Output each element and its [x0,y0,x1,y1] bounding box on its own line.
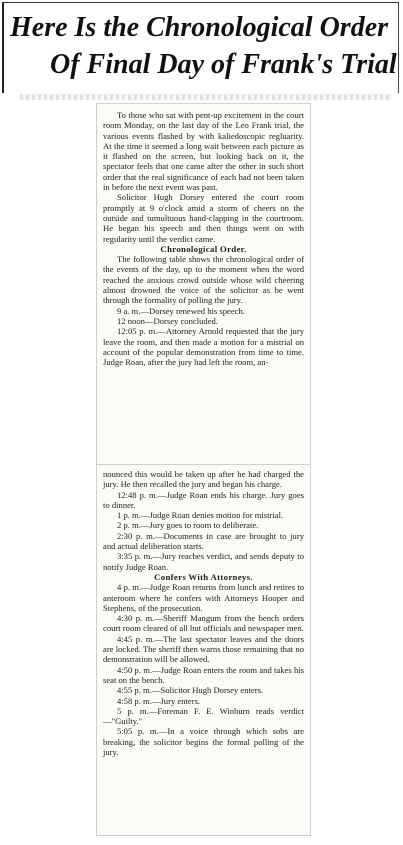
paragraph: 12:05 p. m.—Attorney Arnold requested that the jury leave the room, and then made a motion for a mistrial on account of the popular demonstration from time to time. Judge Roan, after the jury had left the room, an- [103,326,304,368]
paragraph: 5 p. m.—Foreman F. E. Winburn reads verdict—"Guilty." [103,705,304,727]
paragraph: 4:45 p. m.—The last spectator leaves and the doors are locked. The sheriff then warns those remaining that no demonstration will be allowed. [103,633,304,665]
paragraph: 4:50 p. m.—Judge Roan enters the room and takes his seat on the bench. [103,664,304,685]
paragraph: 2 p. m.—Jury goes to room to deliberate. [117,520,259,531]
paragraph: Solicitor Hugh Dorsey entered the court room promptly at 9 o'clock amid a storm of cheers on the outside and tumultuous hand-clapping in the courtroom. He began his speech and then things went on with regularity until the verdict came. [103,192,304,244]
paragraph: 1 p. m.—Judge Roan denies motion for mistrial. [117,510,284,521]
paragraph: 12:48 p. m.—Judge Roan ends his charge. Jury goes to dinner. [103,489,304,510]
headline-line-1: Here Is the Chronological Order [10,12,389,43]
paragraph: 4:58 p. m.—Jury enters. [117,695,201,706]
subhead-confers-with-attorneys: Confers With Attorneys. [154,571,253,582]
subhead-chronological-order: Chronological Order. [160,243,247,254]
paragraph: 3:35 p. m.—Jury reaches verdict, and sends deputy to notify Judge Roan. [103,551,304,572]
paragraph: 4:30 p. m.—Sheriff Mangum from the bench orders court room cleared of all but officials and newspaper men. [103,613,304,634]
headline-box [2,2,399,93]
paragraph: 12 noon—Dorsey concluded. [117,315,218,326]
column-1-text [103,110,304,367]
article-column-1 [97,104,310,465]
paragraph: 4 p. m.—Judge Roan returns from lunch and retires to anteroom where he confers with Attorneys Hooper and Stephens, of the prosecution. [103,582,304,613]
paragraph: The following table shows the chronological order of the events of the day, up to the moment when the word reached the anxious crowd outside whose wild cheering almost drowned the voice of the solicitor as he went through the formality of polling the jury. [103,254,304,306]
cropped-text-strip [20,94,392,100]
paragraph: To those who sat with pent-up excitement in the court room Monday, on the last day of the Leo Frank trial, the various events flashed by with kaliedoscopic regluarity. At the time it seemed a long wait between each picture as it flashed on the screen, but looking back on it, the spectator feels that one came after the other in such short order that the real significance of each had not been taken in before the next event was past. [103,110,304,193]
headline-line-2: Of Final Day of Frank's Trial [50,49,397,80]
paragraph: nounced this would be taken up after he had charged the jury. He then recalled the jury and began his charge. [103,469,304,490]
paragraph: 9 a. m.—Dorsey renewed his speech. [117,305,245,316]
paragraph: 4:55 p. m.—Solicitor Hugh Dorsey enters. [117,685,264,696]
paragraph: 5:05 p. m.—In a voice through which sobs are breaking, the solicitor begins the formal polling of the jury. [103,726,304,758]
article-column-2 [97,465,310,835]
paragraph: 2:30 p. m.—Documents in case are brought to jury and actual deliberation starts. [103,530,304,552]
column-2-text [103,469,304,757]
